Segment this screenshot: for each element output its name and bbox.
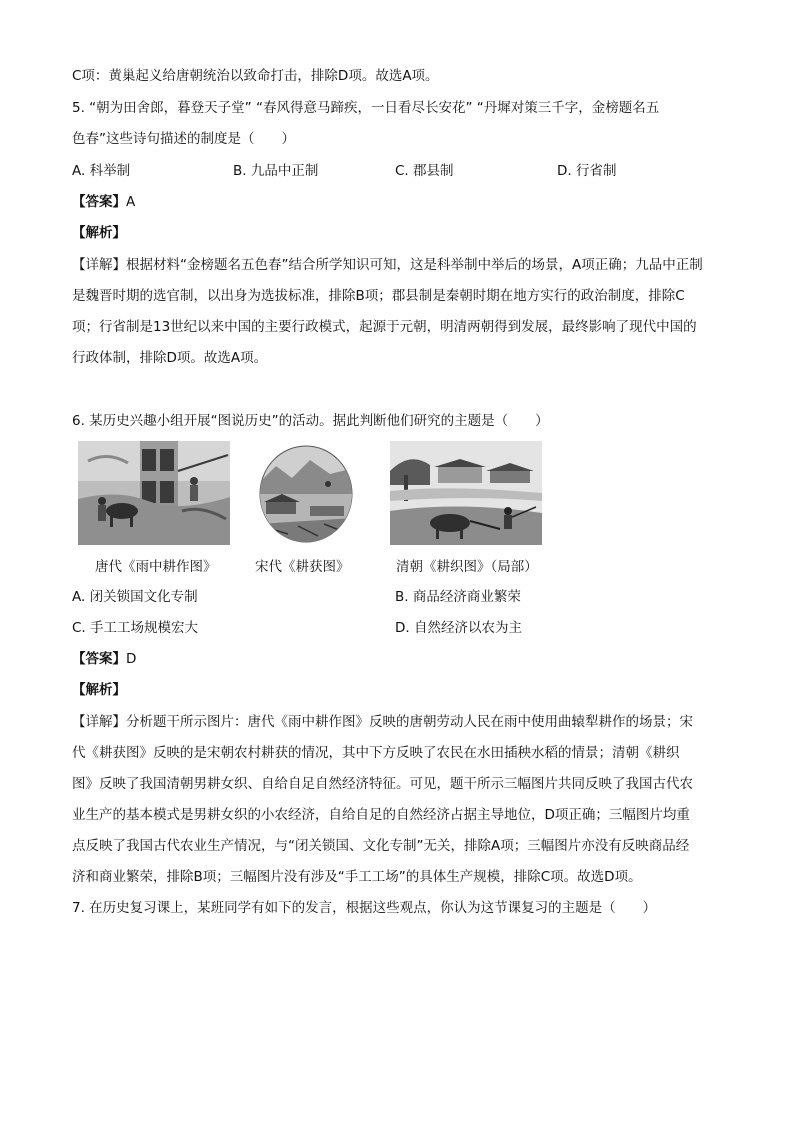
q5-option-b: B. 九品中正制 xyxy=(233,163,319,179)
q5-detail-line: 【详解】根据材料“金榜题名五色春”结合所学知识可知，这是科举制中举后的场景，A项正确；九品中正制 xyxy=(72,257,703,273)
q6-option-a: A. 闭关锁国文化专制 xyxy=(72,589,198,605)
q5-option-a: A. 科举制 xyxy=(72,163,131,179)
song-caption: 宋代《耕获图》 xyxy=(255,559,350,575)
q6-answer-value: D xyxy=(126,651,137,667)
q6-detail-line: 【详解】分析题干所示图片：唐代《雨中耕作图》反映的唐朝劳动人民在雨中使用曲辕犁耕作的场景；宋 xyxy=(72,714,693,730)
q7-stem: 7. 在历史复习课上，某班同学有如下的发言，根据这些观点，你认为这节课复习的主题是（ ） xyxy=(72,900,657,916)
qing-painting-image xyxy=(390,441,542,545)
q6-option-d: D. 自然经济以农为主 xyxy=(395,620,522,636)
q6-option-b: B. 商品经济商业繁荣 xyxy=(395,589,521,605)
q5-stem-line2: 色春”这些诗句描述的制度是（ ） xyxy=(72,131,295,147)
q5-analysis-label: 【解析】 xyxy=(72,225,126,241)
q5-detail-line: 是魏晋时期的选官制，以出身为选拔标准，排除B项；郡县制是秦朝时期在地方实行的政治制度，排除C xyxy=(72,288,685,304)
q5-option-c: C. 郡县制 xyxy=(395,163,454,179)
q5-detail-line: 项；行省制是13世纪以来中国的主要行政模式，起源于元朝，明清两朝得到发展，最终影响了现代中国的 xyxy=(72,319,697,335)
q6-detail-line: 图》反映了我国清朝男耕女织、自给自足自然经济特征。可见，题干所示三幅图片共同反映了我国古代农 xyxy=(72,776,693,792)
q5-answer-row xyxy=(72,192,135,212)
q5-detail-line: 行政体制，排除D项。故选A项。 xyxy=(72,350,268,366)
q6-detail-line: 业生产的基本模式是男耕女织的小农经济，自给自足的自然经济占据主导地位，D项正确；三幅图片均重 xyxy=(72,807,690,823)
song-painting-image xyxy=(258,444,354,544)
q4-tail-text: C项：黄巢起义给唐朝统治以致命打击，排除D项。故选A项。 xyxy=(72,68,439,84)
q6-detail-line: 点反映了我国古代农业生产情况，与“闭关锁国、文化专制”无关，排除A项；三幅图片亦没有反映商品经 xyxy=(72,838,690,854)
q5-stem-line1: 5. “朝为田舍郎，暮登天子堂” “春风得意马蹄疾，一日看尽长安花” “丹墀对策三千字，金榜题名五 xyxy=(72,100,660,116)
q5-option-d: D. 行省制 xyxy=(557,163,617,179)
tang-painting-image xyxy=(78,441,230,545)
qing-caption: 清朝《耕织图》（局部） xyxy=(396,559,538,575)
q5-answer-label: 【答案】 xyxy=(72,194,126,210)
q5-answer-value: A xyxy=(126,194,136,210)
q6-detail-line: 济和商业繁荣，排除B项；三幅图片没有涉及“手工工场”的具体生产规模，排除C项。故选D项。 xyxy=(72,869,642,885)
q6-detail-line: 代《耕获图》反映的是宋朝农村耕获的情况，其中下方反映了农民在水田插秧水稻的情景；清朝《耕织 xyxy=(72,745,680,761)
q6-stem: 6. 某历史兴趣小组开展“图说历史”的活动。据此判断他们研究的主题是（ ） xyxy=(72,413,549,429)
tang-caption: 唐代《雨中耕作图》 xyxy=(95,559,217,575)
q6-answer-row xyxy=(72,649,136,669)
q6-analysis-label: 【解析】 xyxy=(72,682,126,698)
q6-option-c: C. 手工工场规模宏大 xyxy=(72,620,199,636)
q6-answer-label: 【答案】 xyxy=(72,651,126,667)
